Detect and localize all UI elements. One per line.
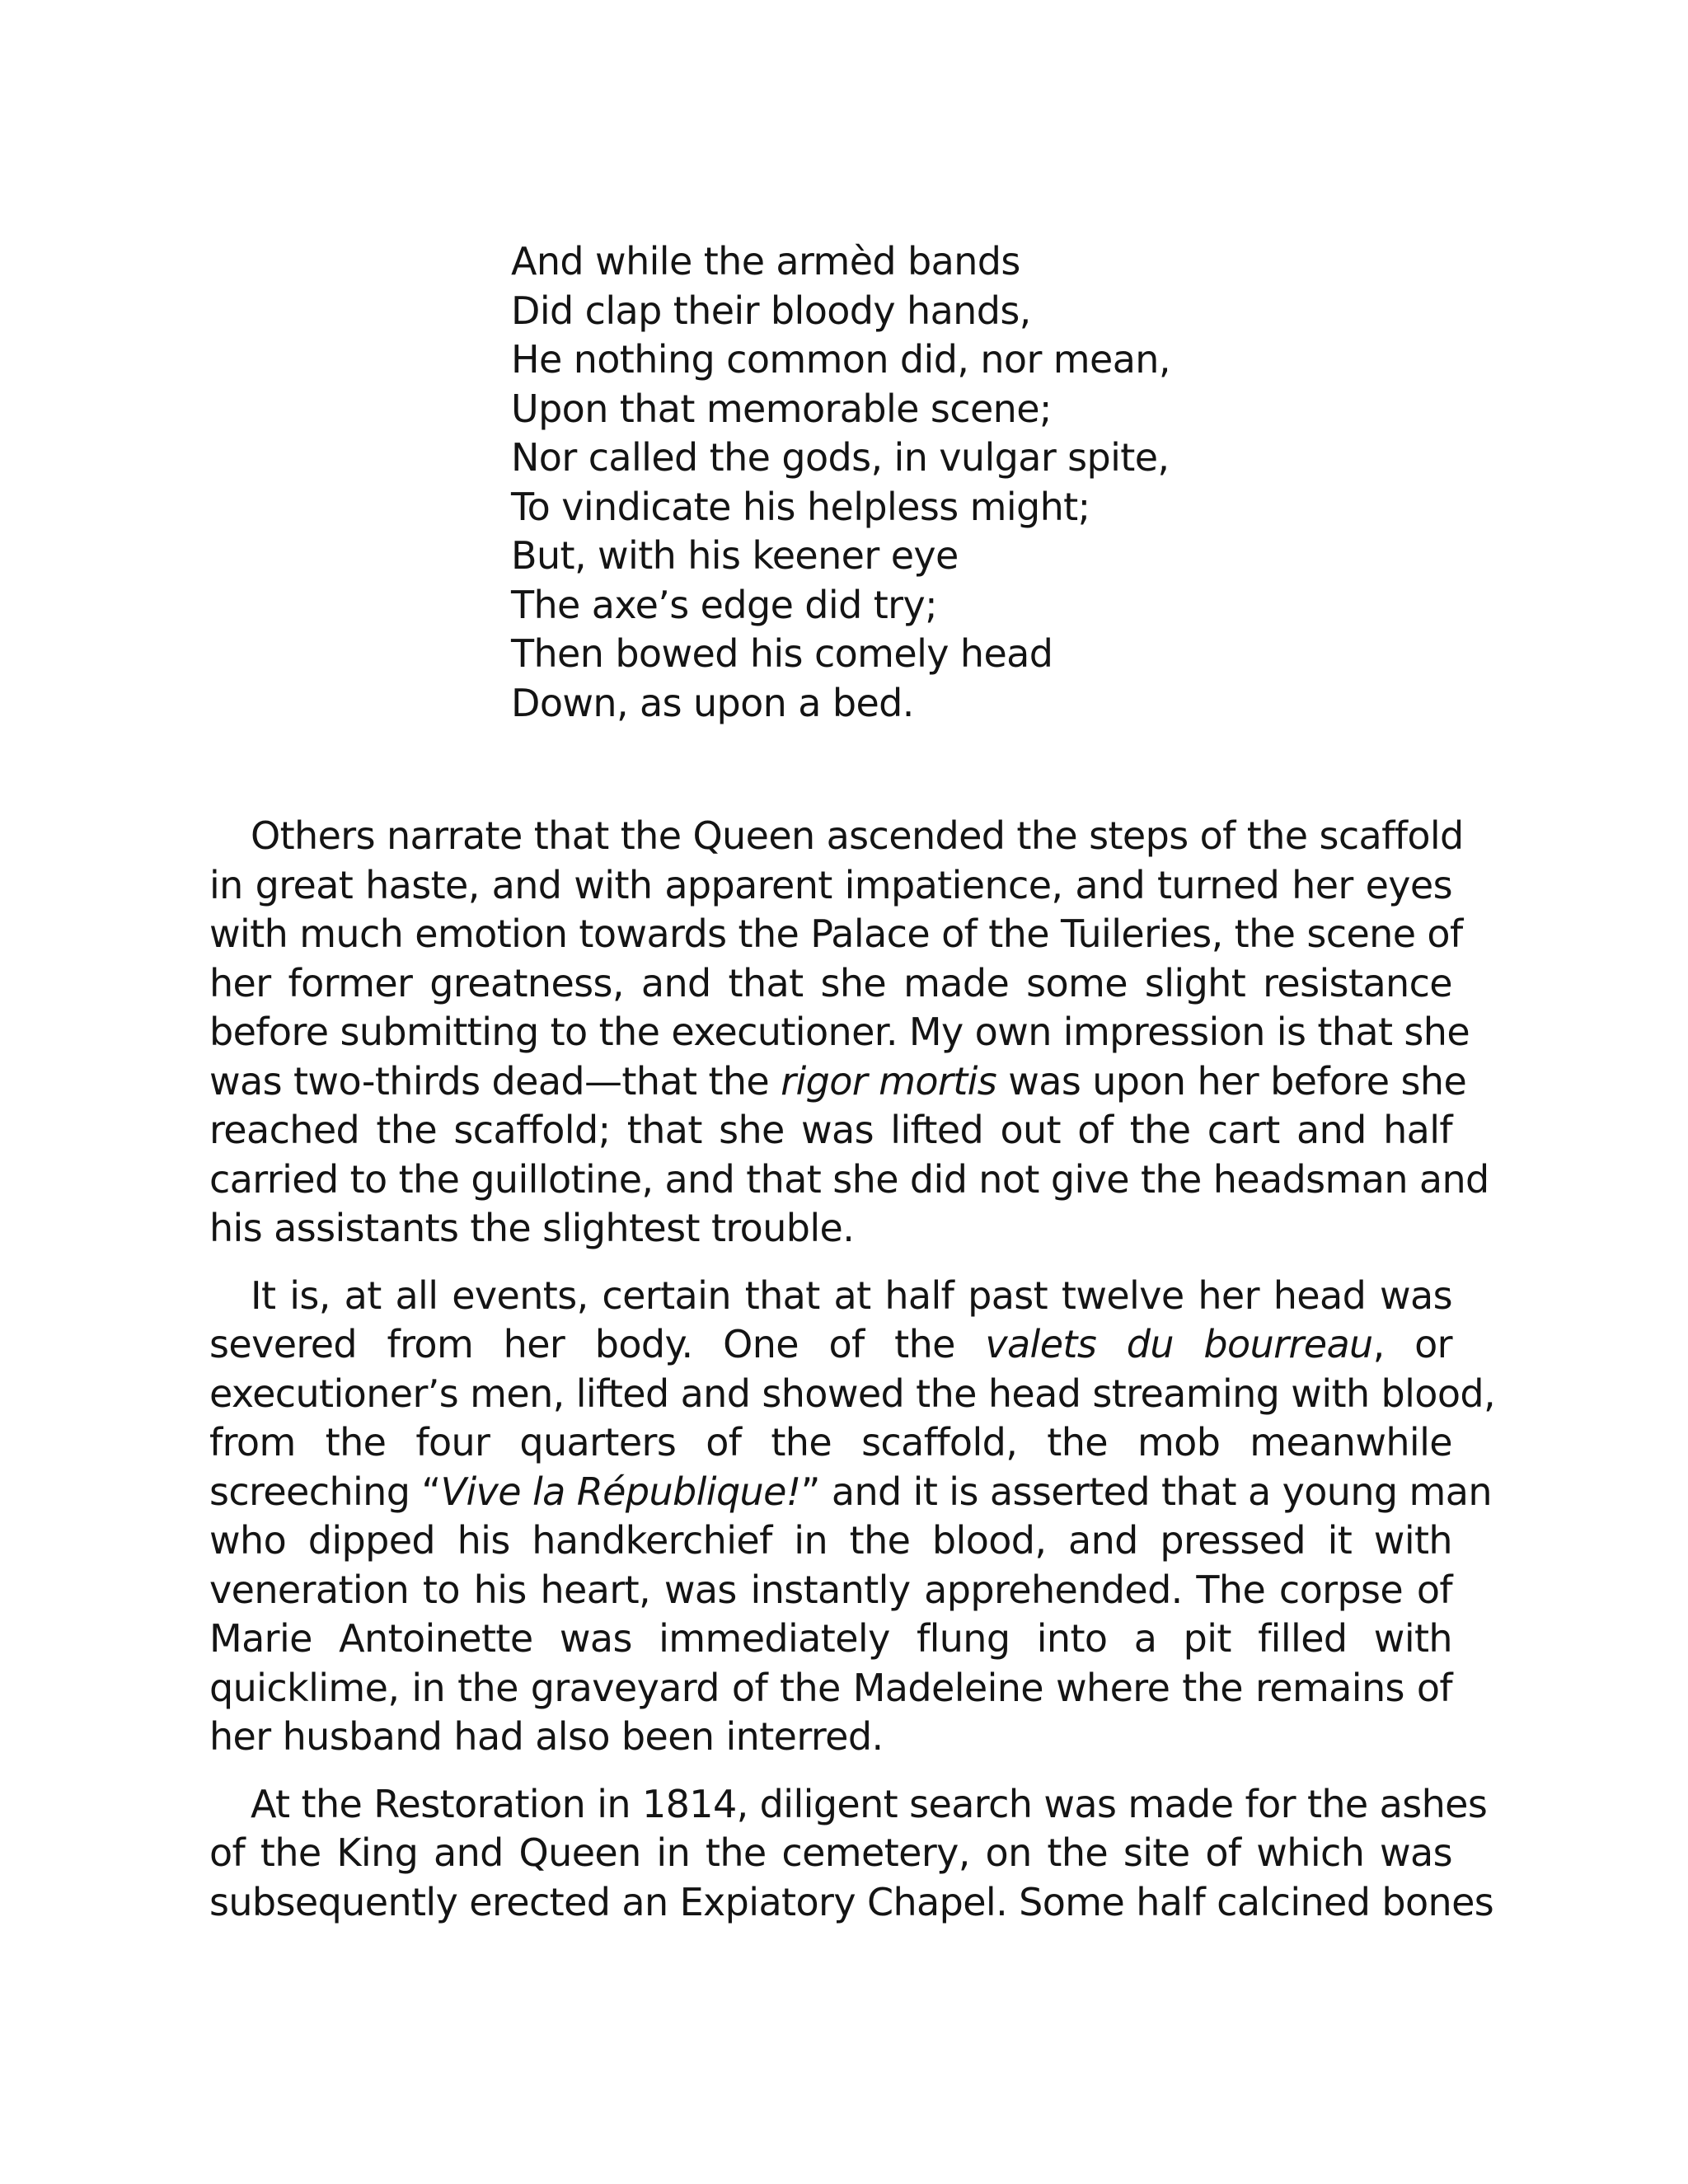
text-line bbox=[209, 1008, 1470, 1057]
text-segment: subsequently erected an Expiatory Chapel. Some half calcined bones bbox=[209, 1879, 1494, 1924]
text-segment: It is, at all events, certain that at half past twelve her head was bbox=[251, 1272, 1452, 1318]
poem-line: He nothing common did, nor mean, bbox=[511, 337, 1170, 382]
text-line bbox=[209, 1204, 1452, 1254]
text-segment: from the four quarters of the scaffold, the mob meanwhile bbox=[209, 1420, 1452, 1465]
text-line bbox=[209, 1878, 1494, 1928]
poem-line: Did clap their bloody hands, bbox=[511, 288, 1031, 333]
text-segment: his assistants the slightest trouble. bbox=[209, 1206, 855, 1250]
text-segment: Marie Antoinette was immediately flung into a pit filled with bbox=[209, 1616, 1452, 1661]
text-line bbox=[209, 1155, 1489, 1205]
poem-block bbox=[511, 237, 1170, 728]
poem-line: To vindicate his helpless might; bbox=[511, 484, 1090, 529]
text-segment: in great haste, and with apparent impatience, and turned her eyes bbox=[209, 862, 1452, 907]
text-line bbox=[209, 1468, 1492, 1517]
poem-line: Down, as upon a bed. bbox=[511, 680, 914, 725]
text-segment: of the King and Queen in the cemetery, on the site of which was bbox=[209, 1830, 1452, 1875]
text-line bbox=[209, 861, 1452, 911]
italic-phrase: rigor mortis bbox=[781, 1058, 997, 1104]
text-segment: veneration to his heart, was instantly apprehended. The corpse of bbox=[209, 1567, 1452, 1612]
poem-line: And while the armèd bands bbox=[511, 239, 1020, 284]
paragraph bbox=[209, 812, 1489, 1254]
text-segment: At the Restoration in 1814, diligent search was made for the ashes bbox=[251, 1781, 1488, 1826]
text-segment: executioner’s men, lifted and showed the head streaming with blood, bbox=[209, 1371, 1496, 1416]
text-line bbox=[209, 1615, 1452, 1664]
prose-block bbox=[209, 812, 1496, 1945]
text-line bbox=[209, 812, 1464, 861]
poem-line: Upon that memorable scene; bbox=[511, 386, 1052, 431]
text-segment: was two-thirds dead—that the bbox=[209, 1058, 781, 1104]
text-segment: before submitting to the executioner. My own impression is that she bbox=[209, 1010, 1470, 1054]
text-line bbox=[209, 1057, 1467, 1107]
text-line bbox=[209, 959, 1452, 1009]
text-segment: screeching “ bbox=[209, 1469, 441, 1514]
italic-phrase: Vive la République! bbox=[440, 1469, 801, 1514]
text-segment: with much emotion towards the Palace of the Tuileries, the scene of bbox=[209, 912, 1463, 956]
text-line bbox=[209, 1566, 1452, 1615]
poem-line: The axe’s edge did try; bbox=[511, 582, 937, 627]
text-line bbox=[209, 1713, 1452, 1762]
text-line bbox=[209, 1780, 1488, 1830]
text-segment: quicklime, in the graveyard of the Madeleine where the remains of bbox=[209, 1665, 1452, 1710]
text-segment: was upon her before she bbox=[996, 1058, 1467, 1104]
text-segment: carried to the guillotine, and that she did not give the headsman and bbox=[209, 1156, 1489, 1202]
text-segment: severed from her body. One of the bbox=[209, 1322, 986, 1366]
text-segment: , or bbox=[1372, 1322, 1452, 1366]
text-line bbox=[209, 910, 1463, 959]
paragraph bbox=[209, 1780, 1494, 1928]
text-line bbox=[209, 1272, 1452, 1321]
text-line bbox=[209, 1370, 1496, 1419]
text-line bbox=[209, 1320, 1452, 1370]
paragraph bbox=[209, 1272, 1496, 1762]
text-segment: who dipped his handkerchief in the blood, and pressed it with bbox=[209, 1518, 1452, 1563]
poem-line: Nor called the gods, in vulgar spite, bbox=[511, 435, 1170, 480]
text-line bbox=[209, 1664, 1452, 1713]
poem-line: But, with his keener eye bbox=[511, 533, 959, 578]
text-segment: her former greatness, and that she made some slight resistance bbox=[209, 960, 1452, 1005]
text-line bbox=[209, 1106, 1452, 1155]
poem-line: Then bowed his comely head bbox=[511, 631, 1053, 676]
text-line bbox=[209, 1829, 1452, 1878]
text-segment: her husband had also been interred. bbox=[209, 1714, 884, 1759]
text-line bbox=[209, 1418, 1452, 1468]
italic-phrase: valets du bourreau bbox=[985, 1322, 1373, 1366]
text-segment: Others narrate that the Queen ascended the steps of the scaffold bbox=[251, 813, 1464, 858]
text-line bbox=[209, 1516, 1452, 1566]
text-segment: reached the scaffold; that she was lifted out of the cart and half bbox=[209, 1108, 1452, 1152]
text-segment: ” and it is asserted that a young man bbox=[800, 1469, 1492, 1514]
